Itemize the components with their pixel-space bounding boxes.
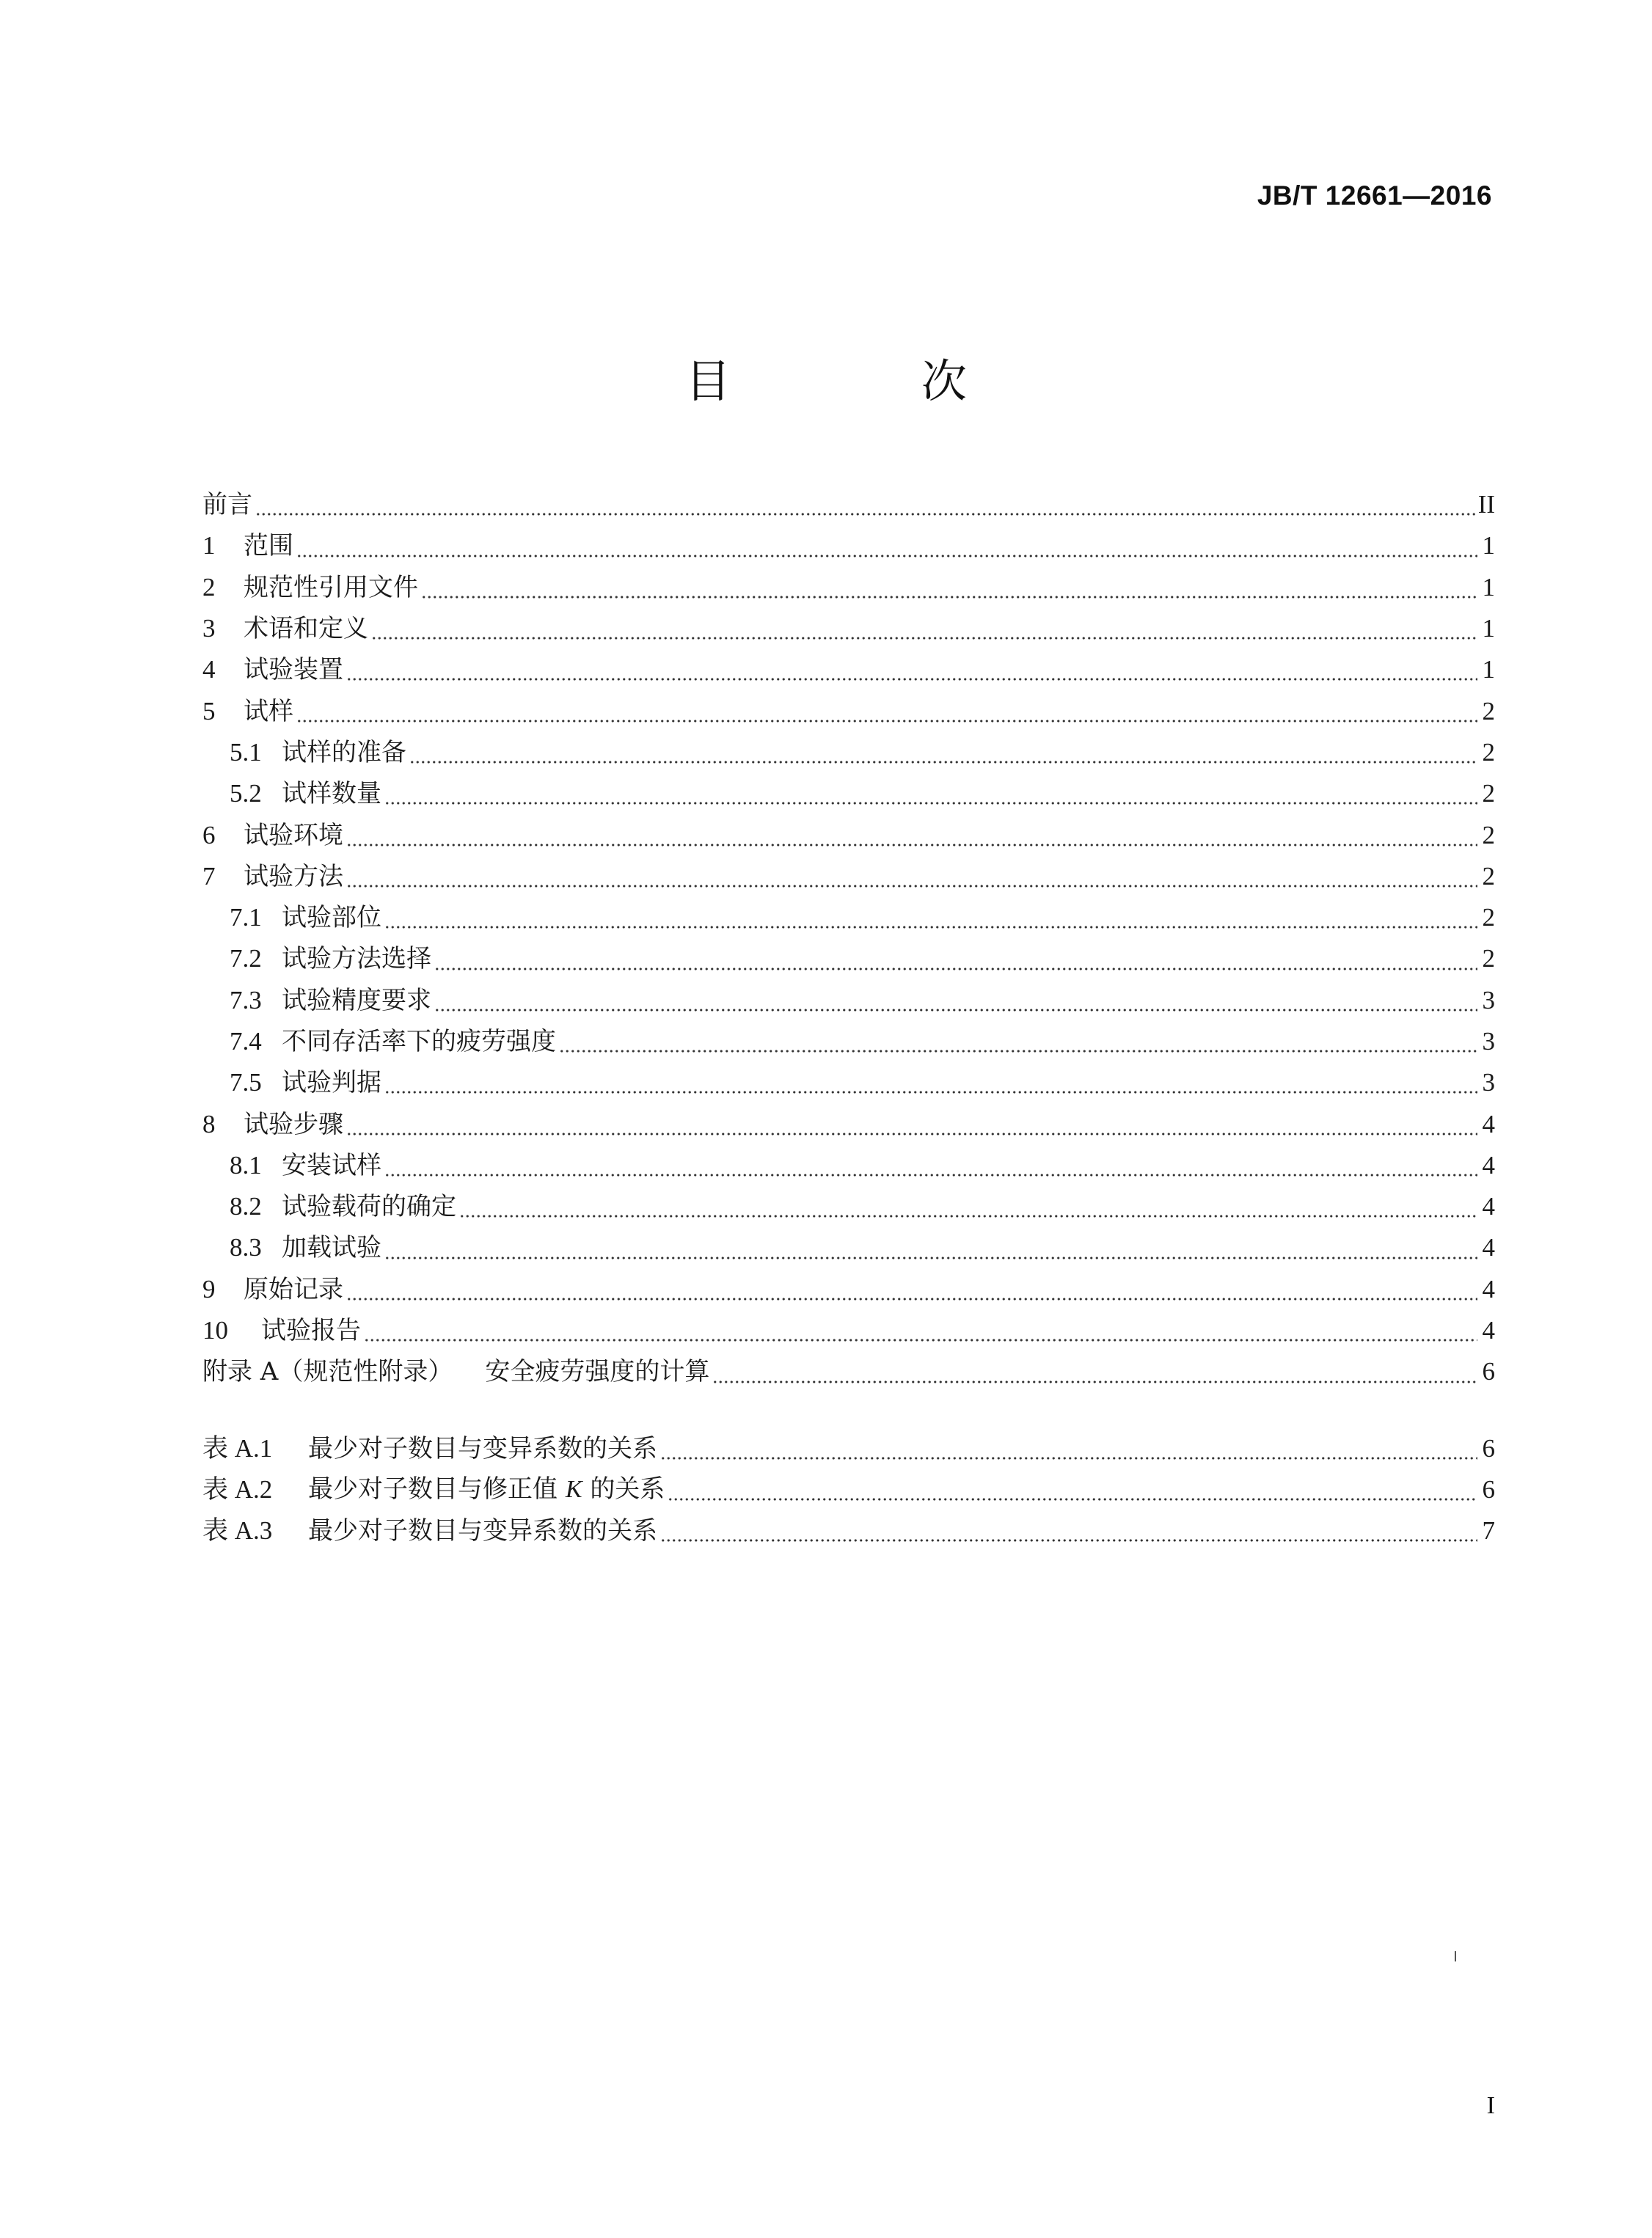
dot-leader [346,677,1477,681]
dot-leader [434,1008,1477,1012]
toc-subentry[interactable] [202,980,1495,1021]
toc-entry-number: 8.2 [230,1192,262,1221]
toc-entry-page: 2 [1482,696,1495,725]
spacer [202,1393,1495,1428]
dot-leader [346,884,1477,888]
toc-entry-label-part: 最少对子数目与修正值 [308,1474,558,1504]
toc-entry-page: 3 [1482,985,1495,1014]
dot-leader [421,595,1477,599]
toc-subentry[interactable] [202,1186,1495,1227]
toc-entry-number: 7.2 [230,944,262,973]
toc-entry[interactable] [202,1103,1495,1144]
toc-entry-label: 原始记录 [244,1274,343,1304]
toc-subentry[interactable] [202,1021,1495,1062]
toc-subentry[interactable] [202,1062,1495,1103]
toc-entry-number: 4 [202,655,216,684]
toc-entry[interactable] [202,1310,1495,1351]
toc-entry-label: 试验精度要求 [282,985,431,1015]
toc-entry-page: 6 [1482,1357,1495,1386]
toc-entry[interactable] [202,525,1495,566]
toc-entry-page: II [1477,490,1495,519]
dot-leader [660,1538,1477,1543]
toc-entry-page: 2 [1482,779,1495,808]
toc-entry-page: 4 [1482,1316,1495,1345]
toc-entry-number: 8 [202,1109,216,1138]
toc-entry-label: 范围 [244,531,293,561]
toc-entry-number: 7.1 [230,903,262,932]
toc-entry-label: 安装试样 [282,1150,381,1180]
toc-entry[interactable] [202,567,1495,608]
toc-entry-label: 试样的准备 [282,737,406,767]
toc-entry-number: 5.1 [230,737,262,767]
table-of-contents [202,484,1495,1551]
toc-entry-number: 5.2 [230,779,262,808]
dot-leader [409,760,1477,764]
dot-leader [371,636,1477,640]
toc-entry-number: 6 [202,820,216,849]
dot-leader [346,1297,1477,1301]
toc-entry-page: 1 [1482,655,1495,684]
toc-entry-label: 试验报告 [261,1316,361,1346]
toc-entry-page: 2 [1482,903,1495,932]
toc-entry-page: 4 [1482,1233,1495,1262]
toc-entry-number: 附录 A（规范性附录） [202,1357,453,1387]
toc-entry[interactable] [202,649,1495,690]
toc-entry-page: 3 [1482,1027,1495,1056]
toc-entry-label: 安全疲劳强度的计算 [485,1357,710,1387]
toc-entry-number: 3 [202,614,216,643]
standard-code: JB/T 12661—2016 [1257,180,1492,211]
toc-subentry[interactable] [202,1227,1495,1268]
toc-entry-label: 试验方法 [244,861,343,891]
toc-entry-label: 加载试验 [282,1233,381,1263]
toc-entry-page: 2 [1482,820,1495,849]
dot-leader [459,1214,1477,1218]
toc-entry-label: 试样数量 [282,779,381,809]
dot-leader [434,967,1477,971]
dot-leader [384,801,1477,805]
toc-entry[interactable] [202,814,1495,855]
toc-entry-label: 规范性引用文件 [244,572,418,602]
toc-entry-label: 试样 [244,696,293,726]
dot-leader [346,1132,1477,1136]
toc-entry-label: 试验部位 [282,903,381,933]
toc-entry-page: 1 [1482,614,1495,643]
toc-entry-number: 7.3 [230,985,262,1014]
dot-leader [364,1338,1477,1342]
dot-leader [384,1256,1477,1260]
dot-leader [660,1456,1477,1460]
dot-leader [559,1049,1477,1053]
toc-entry-label: 试验环境 [244,820,343,850]
toc-table-entry[interactable] [202,1428,1495,1469]
toc-subentry[interactable] [202,773,1495,814]
toc-entry-label [308,1474,665,1504]
dot-leader [255,512,1475,516]
toc-entry-number: 5 [202,696,216,725]
variable-k: K [565,1476,582,1504]
toc-entry-label: 术语和定义 [244,614,368,644]
dot-leader [296,719,1477,723]
toc-entry-page: 6 [1482,1474,1495,1504]
toc-entry-page: 1 [1482,531,1495,560]
dot-leader [712,1380,1477,1384]
toc-entry-page: 4 [1482,1192,1495,1221]
toc-entry-number: 10 [202,1316,228,1345]
toc-entry-number: 2 [202,572,216,601]
toc-entry[interactable] [202,1269,1495,1310]
toc-entry-page: 4 [1482,1150,1495,1180]
toc-entry-foreword[interactable] [202,484,1495,525]
toc-entry-label: 不同存活率下的疲劳强度 [282,1027,556,1056]
toc-entry-number: 1 [202,531,216,560]
toc-entry-number: 表 A.2 [202,1474,273,1504]
dot-leader [384,1090,1477,1094]
toc-entry-label: 试验判据 [282,1068,381,1098]
toc-entry-label: 最少对子数目与变异系数的关系 [308,1433,657,1463]
dot-leader [296,554,1477,558]
toc-entry-label: 前言 [202,490,252,520]
toc-entry-number: 9 [202,1274,216,1303]
toc-entry-page: 2 [1482,944,1495,973]
toc-subentry[interactable] [202,897,1495,938]
toc-subentry[interactable] [202,1145,1495,1186]
toc-entry[interactable] [202,856,1495,897]
toc-entry-number: 8.1 [230,1150,262,1180]
toc-entry[interactable] [202,608,1495,649]
dot-leader [668,1497,1477,1502]
toc-entry-page: 2 [1482,861,1495,891]
dot-leader [384,925,1477,929]
toc-entry-number: 表 A.1 [202,1433,273,1463]
toc-entry-number: 7.4 [230,1027,262,1056]
dot-leader [384,1173,1477,1177]
page-title: 目 次 [685,354,1055,408]
toc-subentry[interactable] [202,938,1495,979]
toc-entry-label-part: 的关系 [590,1474,665,1504]
page-number: I [1486,2092,1495,2119]
toc-entry-appendix-a[interactable] [202,1351,1495,1392]
toc-entry-number: 8.3 [230,1233,262,1262]
toc-entry-label: 试验装置 [244,655,343,685]
toc-entry-page: 6 [1482,1433,1495,1463]
toc-entry-page: 4 [1482,1109,1495,1138]
toc-entry-label: 试验方法选择 [282,944,431,974]
toc-table-entry[interactable] [202,1510,1495,1551]
toc-entry-page: 7 [1482,1516,1495,1546]
dot-leader [346,843,1477,847]
toc-entry-page: 1 [1482,572,1495,601]
toc-entry-page: 2 [1482,737,1495,767]
scan-mark [1455,1951,1456,1961]
toc-entry[interactable] [202,690,1495,731]
toc-table-entry[interactable] [202,1469,1495,1510]
toc-entry-number: 7.5 [230,1068,262,1097]
toc-subentry[interactable] [202,732,1495,773]
toc-entry-label: 试验步骤 [244,1109,343,1139]
toc-entry-page: 3 [1482,1068,1495,1097]
toc-entry-label: 最少对子数目与变异系数的关系 [308,1516,657,1546]
toc-entry-number: 表 A.3 [202,1516,273,1546]
toc-entry-number: 7 [202,861,216,891]
toc-entry-label: 试验载荷的确定 [282,1192,456,1222]
toc-entry-page: 4 [1482,1274,1495,1303]
